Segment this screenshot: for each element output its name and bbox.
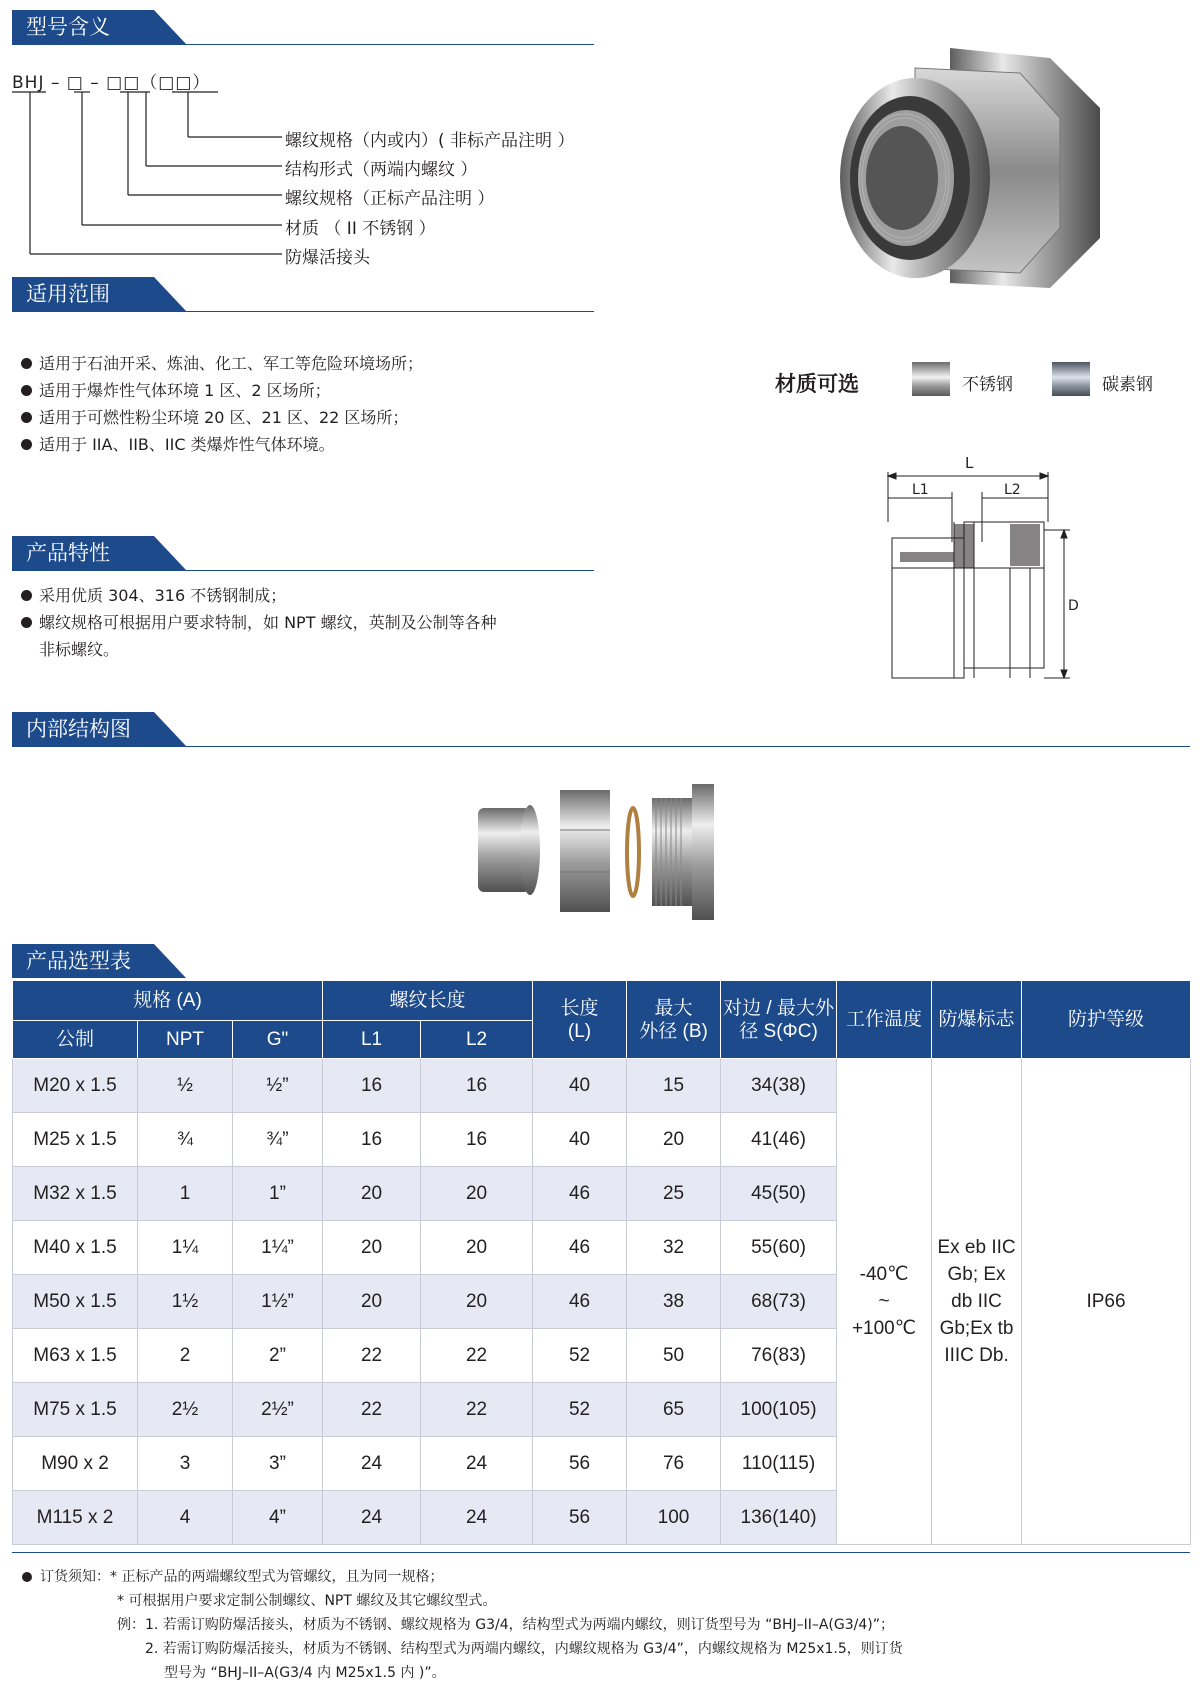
cell-l1: 24 xyxy=(323,1491,421,1545)
subheader-npt: NPT xyxy=(138,1021,233,1059)
section-title: 型号含义 xyxy=(12,10,154,44)
section-title: 产品选型表 xyxy=(12,944,154,978)
list-item: 适用于 IIA、IIB、IIC 类爆炸性气体环境。 xyxy=(20,431,423,458)
list-item: 适用于可燃性粉尘环境 20 区、21 区、22 区场所； xyxy=(20,404,423,431)
cell-l2: 22 xyxy=(421,1329,533,1383)
cell-g: 3” xyxy=(233,1437,323,1491)
cell-outer: 15 xyxy=(627,1059,721,1113)
list-item: 螺纹规格可根据用户要求特制，如 NPT 螺纹，英制及公制等各种 xyxy=(20,609,497,636)
note-line: * 正标产品的两端螺纹型式为管螺纹，且为同一规格； xyxy=(110,1569,444,1585)
section-title: 内部结构图 xyxy=(12,712,154,746)
dim-label-D: D xyxy=(1068,598,1079,614)
cell-across: 45(50) xyxy=(721,1167,837,1221)
cell-l1: 20 xyxy=(323,1221,421,1275)
dim-label-L1: L1 xyxy=(912,482,929,498)
note-example-2: 2. 若需订购防爆活接头，材质为不锈钢、结构型式为两端内螺纹，内螺纹规格为 G3/4”，内螺纹规格为 M25x1.5，则订货 xyxy=(145,1641,903,1657)
list-item: 采用优质 304、316 不锈钢制成； xyxy=(20,582,497,609)
section-header-structure xyxy=(12,712,186,746)
cell-l2: 16 xyxy=(421,1059,533,1113)
code-label-thread-spec-standard: 螺纹规格（正标产品注明 ） xyxy=(285,189,495,209)
section-title: 适用范围 xyxy=(12,277,154,311)
scope-list xyxy=(20,350,423,458)
cell-across: 100(105) xyxy=(721,1383,837,1437)
material-carbon: 碳素钢 xyxy=(1102,375,1153,395)
header-length: 长度 (L) xyxy=(533,981,627,1059)
dimension-drawing xyxy=(870,452,1100,702)
subheader-l1: L1 xyxy=(323,1021,421,1059)
cell-outer: 25 xyxy=(627,1167,721,1221)
cell-across: 34(38) xyxy=(721,1059,837,1113)
cell-g: 2” xyxy=(233,1329,323,1383)
features-list xyxy=(20,582,497,663)
cell-l1: 24 xyxy=(323,1437,421,1491)
cell-across: 76(83) xyxy=(721,1329,837,1383)
section-title: 产品特性 xyxy=(12,536,154,570)
cell-l2: 24 xyxy=(421,1437,533,1491)
cell-l1: 20 xyxy=(323,1167,421,1221)
cell-across: 136(140) xyxy=(721,1491,837,1545)
cell-g: 2½” xyxy=(233,1383,323,1437)
code-label-material: 材质 （ II 不锈钢 ） xyxy=(285,219,436,239)
subheader-l2: L2 xyxy=(421,1021,533,1059)
material-title: 材质可选 xyxy=(775,372,859,396)
cell-metric: M32 x 1.5 xyxy=(13,1167,138,1221)
section-header-selection xyxy=(12,944,186,978)
cell-l2: 24 xyxy=(421,1491,533,1545)
cell-length: 56 xyxy=(533,1437,627,1491)
cell-length: 52 xyxy=(533,1383,627,1437)
cell-outer: 76 xyxy=(627,1437,721,1491)
cell-npt: ½ xyxy=(138,1059,233,1113)
cell-metric: M40 x 1.5 xyxy=(13,1221,138,1275)
cell-outer: 32 xyxy=(627,1221,721,1275)
note-example-1: 例：1. 若需订购防爆活接头，材质为不锈钢、螺纹规格为 G3/4，结构型式为两端内螺纹，则订货型号为 “BHJ–II–A(G3/4)”； xyxy=(117,1617,894,1633)
cell-npt: 1 xyxy=(138,1167,233,1221)
header-temperature: 工作温度 xyxy=(837,981,932,1059)
code-label-product: 防爆活接头 xyxy=(285,248,370,268)
dim-label-L: L xyxy=(965,454,974,472)
subheader-g: G" xyxy=(233,1021,323,1059)
material-stainless: 不锈钢 xyxy=(962,375,1013,395)
code-label-structure: 结构形式（两端内螺纹 ） xyxy=(285,160,478,180)
cell-across: 110(115) xyxy=(721,1437,837,1491)
cell-g: 1½” xyxy=(233,1275,323,1329)
product-photo xyxy=(820,38,1120,308)
cell-l2: 20 xyxy=(421,1167,533,1221)
cell-g: ½” xyxy=(233,1059,323,1113)
order-notes xyxy=(22,1565,903,1685)
cell-length: 46 xyxy=(533,1167,627,1221)
cell-ip-rating: IP66 xyxy=(1022,1059,1191,1545)
cell-g: 1¼” xyxy=(233,1221,323,1275)
subheader-metric: 公制 xyxy=(13,1021,138,1059)
stainless-swatch xyxy=(912,362,950,396)
cell-metric: M25 x 1.5 xyxy=(13,1113,138,1167)
model-code: BHJ – □ – □□（□□） xyxy=(12,73,211,93)
table-row xyxy=(13,1059,1191,1113)
cell-npt: 1¼ xyxy=(138,1221,233,1275)
cell-l1: 20 xyxy=(323,1275,421,1329)
dim-label-L2: L2 xyxy=(1004,482,1021,498)
notes-first-line xyxy=(22,1565,903,1589)
cell-metric: M50 x 1.5 xyxy=(13,1275,138,1329)
cell-metric: M63 x 1.5 xyxy=(13,1329,138,1383)
cell-l2: 20 xyxy=(421,1221,533,1275)
header-ip-rating: 防护等级 xyxy=(1022,981,1191,1059)
cell-outer: 100 xyxy=(627,1491,721,1545)
list-item: 适用于石油开采、炼油、化工、军工等危险环境场所； xyxy=(20,350,423,377)
cell-length: 46 xyxy=(533,1275,627,1329)
cell-outer: 20 xyxy=(627,1113,721,1167)
cell-l1: 16 xyxy=(323,1059,421,1113)
cell-l1: 16 xyxy=(323,1113,421,1167)
cell-metric: M90 x 2 xyxy=(13,1437,138,1491)
section-divider xyxy=(12,570,594,571)
cell-metric: M115 x 2 xyxy=(13,1491,138,1545)
bullet-icon xyxy=(22,1572,32,1582)
header-ex-mark: 防爆标志 xyxy=(932,981,1022,1059)
cell-outer: 65 xyxy=(627,1383,721,1437)
cell-l2: 16 xyxy=(421,1113,533,1167)
header-spec: 规格 (A) xyxy=(13,981,323,1021)
header-thread-length: 螺纹长度 xyxy=(323,981,533,1021)
selection-table xyxy=(12,980,1191,1545)
section-divider xyxy=(12,746,1190,747)
notes-label: 订货须知： xyxy=(40,1569,110,1585)
cell-l1: 22 xyxy=(323,1329,421,1383)
code-label-thread-spec-nonstandard: 螺纹规格（内或内）( 非标产品注明 ） xyxy=(285,131,575,151)
section-divider xyxy=(12,311,594,312)
table-bottom-rule xyxy=(12,1552,1190,1553)
carbon-swatch xyxy=(1052,362,1090,396)
cell-l2: 20 xyxy=(421,1275,533,1329)
header-outer-diameter: 最大 外径 (B) xyxy=(627,981,721,1059)
exploded-parts-photo xyxy=(470,780,730,920)
cell-temperature: -40℃ ~ +100℃ xyxy=(837,1059,932,1545)
cell-g: ¾” xyxy=(233,1113,323,1167)
cell-npt: 2½ xyxy=(138,1383,233,1437)
cell-l2: 22 xyxy=(421,1383,533,1437)
cell-length: 40 xyxy=(533,1113,627,1167)
section-header-scope xyxy=(12,277,186,311)
note-example-2-continued: 型号为 “BHJ–II–A(G3/4 内 M25x1.5 内 )”。 xyxy=(164,1665,446,1681)
cell-g: 1” xyxy=(233,1167,323,1221)
cell-metric: M75 x 1.5 xyxy=(13,1383,138,1437)
cell-metric: M20 x 1.5 xyxy=(13,1059,138,1113)
cell-npt: 1½ xyxy=(138,1275,233,1329)
cell-npt: 2 xyxy=(138,1329,233,1383)
list-item-continued: 非标螺纹。 xyxy=(39,640,120,659)
cell-length: 46 xyxy=(533,1221,627,1275)
cell-ex-mark: Ex eb IIC Gb; Ex db IIC Gb;Ex tb IIIC Db. xyxy=(932,1059,1022,1545)
header-across-flats: 对边 / 最大外 径 S(ΦC) xyxy=(721,981,837,1059)
cell-g: 4” xyxy=(233,1491,323,1545)
cell-npt: 4 xyxy=(138,1491,233,1545)
section-header-features xyxy=(12,536,186,570)
list-item: 适用于爆炸性气体环境 1 区、2 区场所； xyxy=(20,377,423,404)
cell-l1: 22 xyxy=(323,1383,421,1437)
cell-length: 52 xyxy=(533,1329,627,1383)
cell-across: 55(60) xyxy=(721,1221,837,1275)
cell-outer: 50 xyxy=(627,1329,721,1383)
note-line: * 可根据用户要求定制公制螺纹、NPT 螺纹及其它螺纹型式。 xyxy=(117,1593,497,1609)
cell-length: 56 xyxy=(533,1491,627,1545)
cell-npt: ¾ xyxy=(138,1113,233,1167)
cell-outer: 38 xyxy=(627,1275,721,1329)
cell-length: 40 xyxy=(533,1059,627,1113)
cell-across: 41(46) xyxy=(721,1113,837,1167)
cell-across: 68(73) xyxy=(721,1275,837,1329)
cell-npt: 3 xyxy=(138,1437,233,1491)
